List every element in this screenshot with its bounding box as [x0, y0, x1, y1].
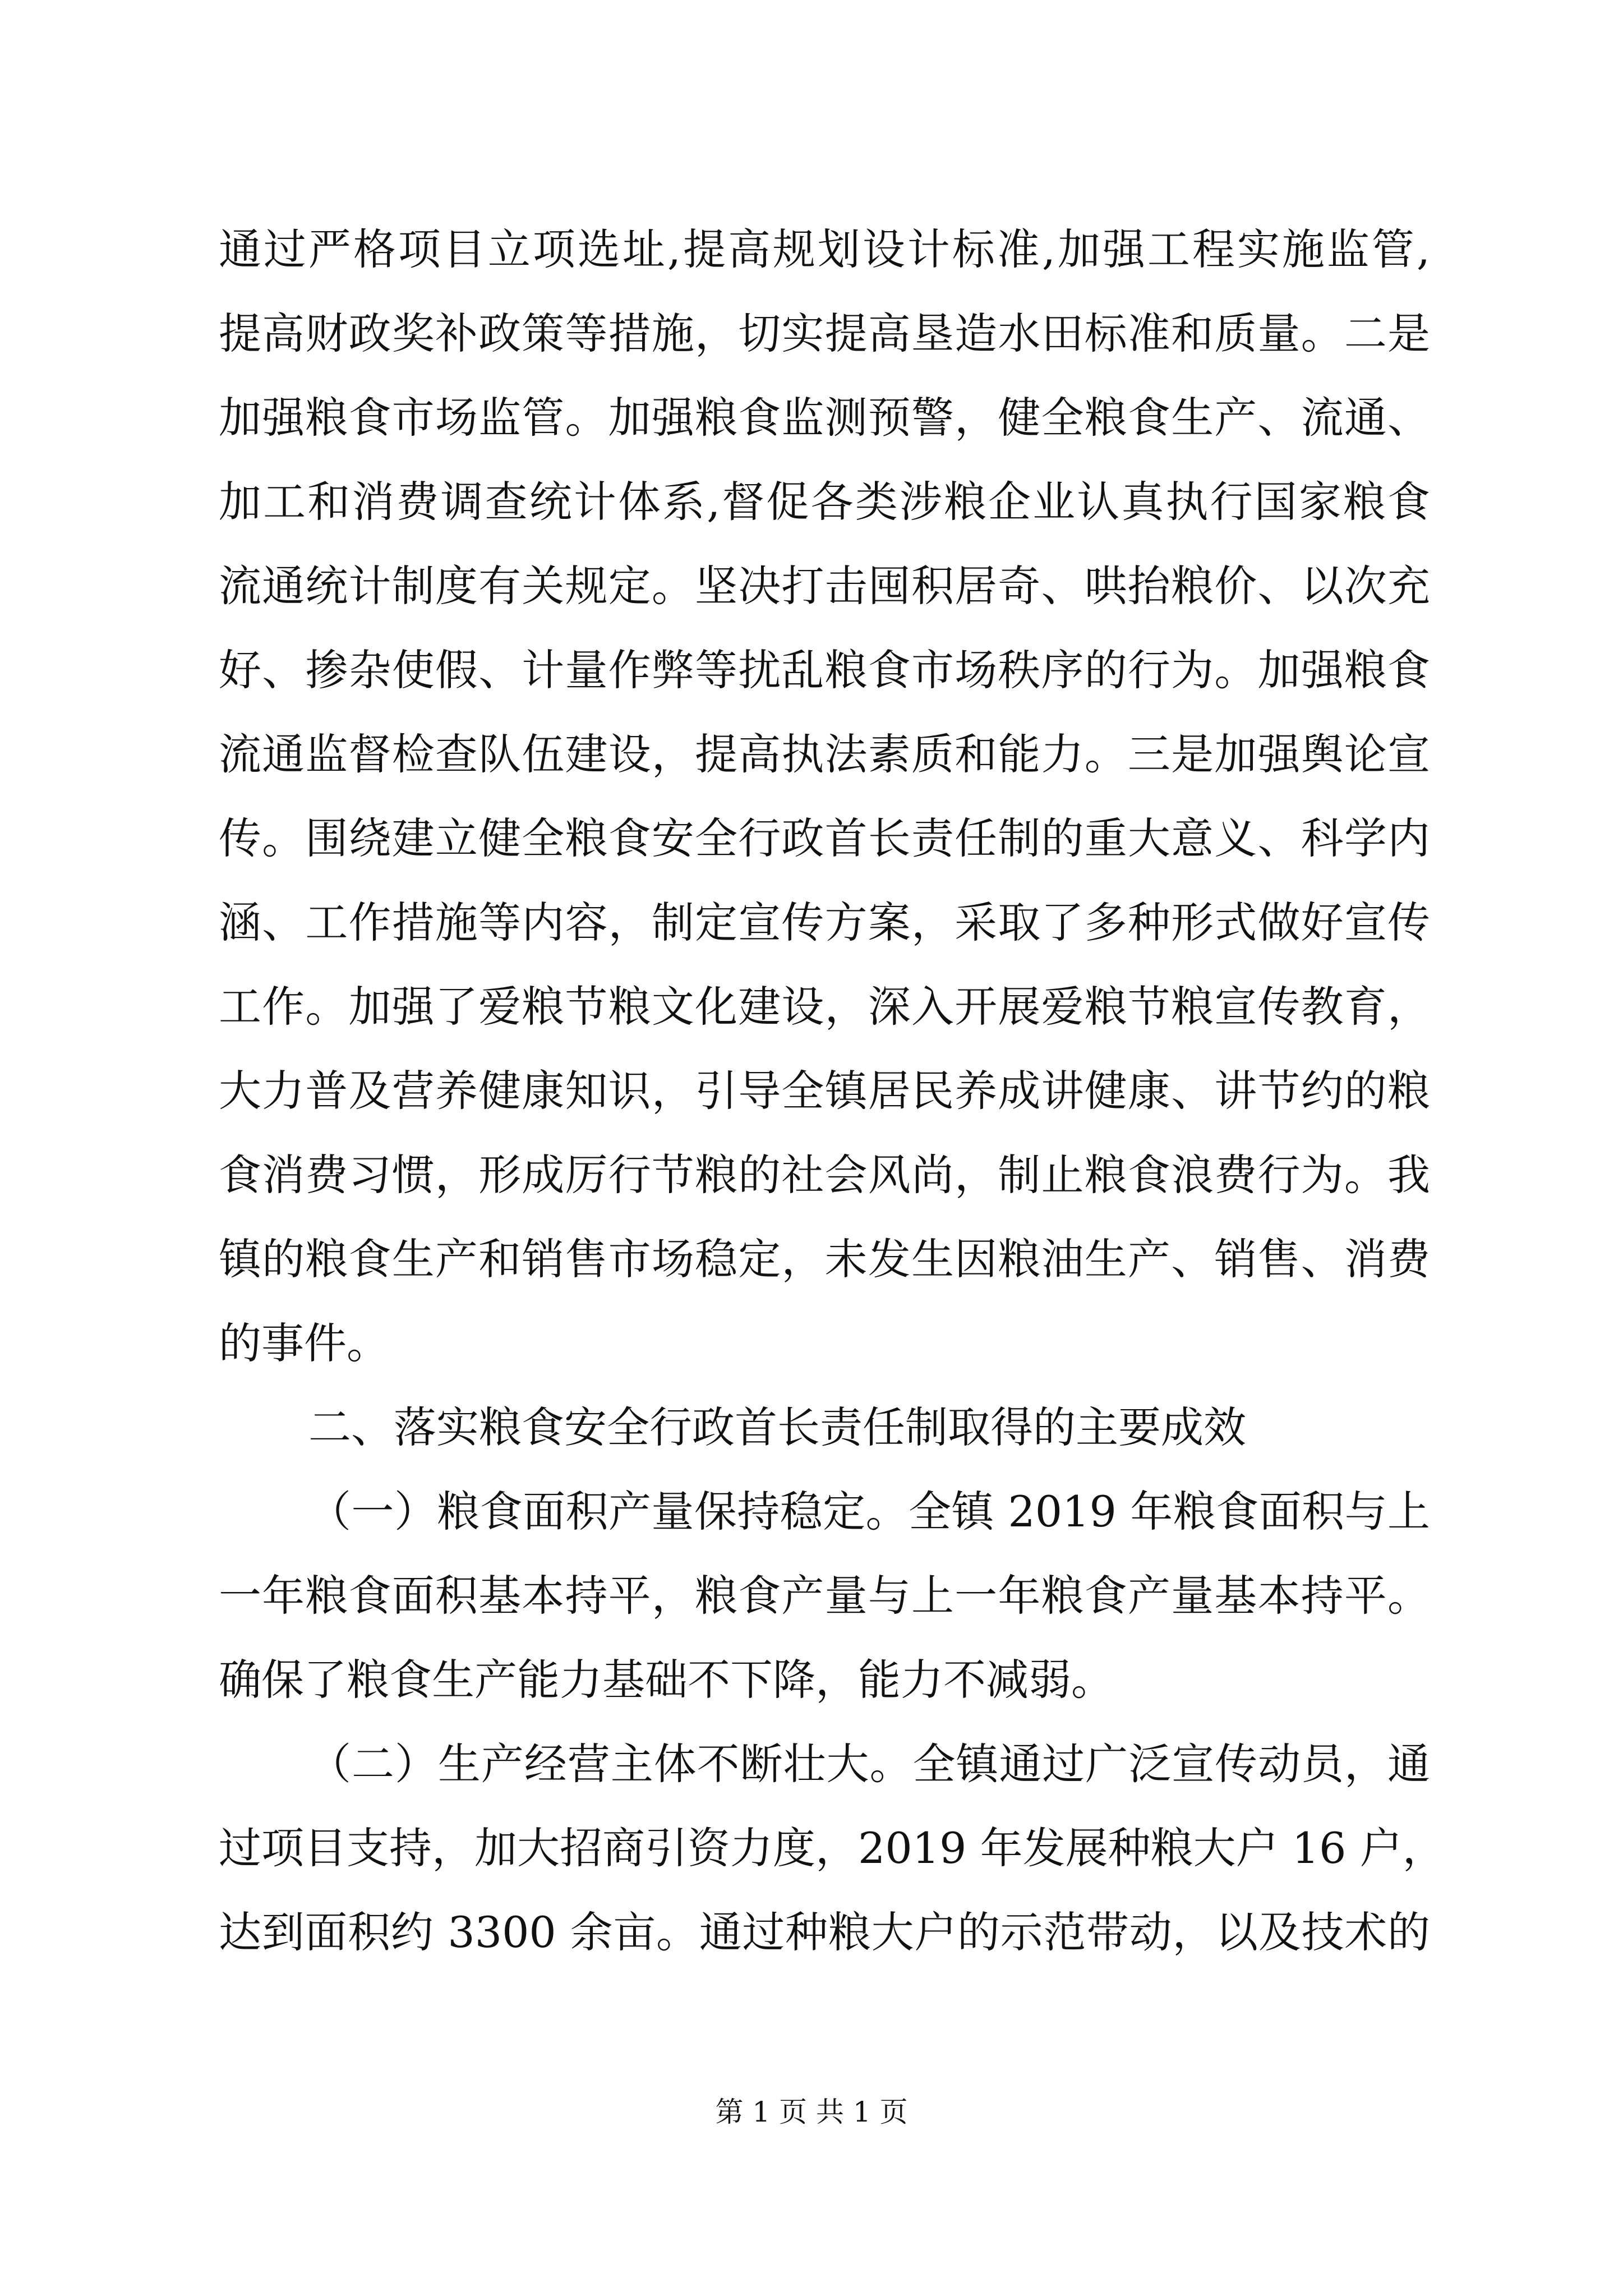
text-line: 加工和消费调查统计体系,督促各类涉粮企业认真执行国家粮食	[219, 477, 1430, 527]
text-line: 涵、工作措施等内容，制定宣传方案，采取了多种形式做好宣传	[219, 898, 1430, 947]
text-line: 提高财政奖补政策等措施，切实提高垦造水田标准和质量。二是	[219, 309, 1430, 358]
subsection-first-line: （二）生产经营主体不断壮大。全镇通过广泛宣传动员，通	[308, 1739, 1430, 1789]
text-line: 达到面积约 3300 余亩。通过种粮大户的示范带动，以及技术的	[219, 1907, 1430, 1957]
text-line: 通过严格项目立项选址,提高规划设计标准,加强工程实施监管,	[219, 224, 1430, 274]
text-line: 镇的粮食生产和销售市场稳定，未发生因粮油生产、销售、消费	[219, 1234, 1430, 1284]
text-line: 确保了粮食生产能力基础不下降，能力不减弱。	[219, 1655, 1114, 1705]
text-line: 过项目支持，加大招商引资力度，2019 年发展种粮大户 16 户，	[219, 1823, 1445, 1873]
text-line: 一年粮食面积基本持平，粮食产量与上一年粮食产量基本持平。	[219, 1571, 1430, 1621]
text-line: 流通监督检查队伍建设，提高执法素质和能力。三是加强舆论宣	[219, 729, 1430, 779]
text-line: 大力普及营养健康知识，引导全镇居民养成讲健康、讲节约的粮	[219, 1066, 1430, 1116]
text-line: 加强粮食市场监管。加强粮食监测预警，健全粮食生产、流通、	[219, 393, 1430, 443]
text-line: 流通统计制度有关规定。坚决打击囤积居奇、哄抬粮价、以次充	[219, 561, 1430, 611]
subsection-first-line: （一）粮食面积产量保持稳定。全镇 2019 年粮食面积与上	[308, 1487, 1430, 1536]
text-line: 好、掺杂使假、计量作弊等扰乱粮食市场秩序的行为。加强粮食	[219, 645, 1430, 695]
page-footer: 第 1 页 共 1 页	[715, 2096, 908, 2128]
text-line: 的事件。	[219, 1318, 389, 1368]
text-line: 食消费习惯，形成厉行节粮的社会风尚，制止粮食浪费行为。我	[219, 1150, 1430, 1200]
text-line: 传。围绕建立健全粮食安全行政首长责任制的重大意义、科学内	[219, 813, 1430, 863]
section-heading: 二、落实粮食安全行政首长责任制取得的主要成效	[308, 1402, 1246, 1452]
text-line: 工作。加强了爱粮节粮文化建设，深入开展爱粮节粮宣传教育，	[219, 982, 1430, 1032]
